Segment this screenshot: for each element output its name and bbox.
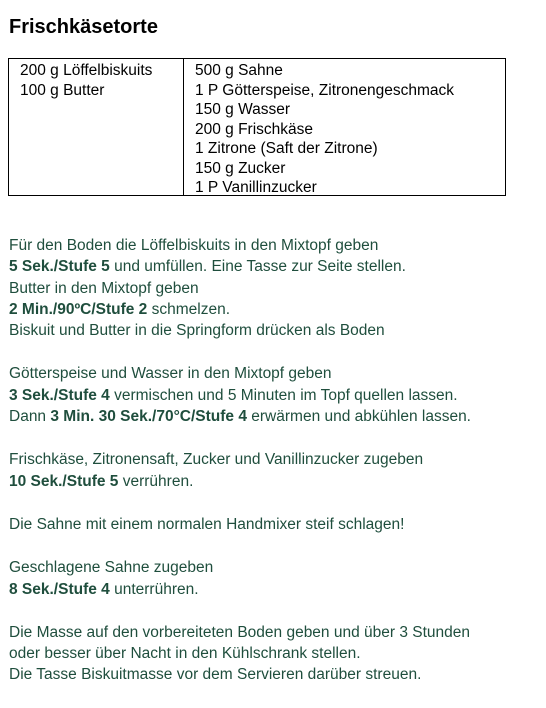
instruction-line xyxy=(9,406,539,427)
ingredient-item: 1 P Vanillinzucker xyxy=(195,179,317,196)
instruction-line xyxy=(9,471,539,492)
instruction-setting: 5 Sek./Stufe 5 xyxy=(9,258,110,276)
instruction-paragraph xyxy=(9,449,539,492)
ingredient-item: 150 g Zucker xyxy=(195,159,286,177)
recipe-title: Frischkäsetorte xyxy=(9,16,158,38)
instruction-line xyxy=(9,557,539,578)
instruction-text: Dann xyxy=(9,408,51,426)
instruction-setting: 3 Sek./Stufe 4 xyxy=(9,386,110,404)
instruction-text: und umfüllen. Eine Tasse zur Seite stellen. xyxy=(109,258,406,276)
instruction-text: vermischen und 5 Minuten im Topf quellen lassen. xyxy=(109,386,458,404)
ingredient-item: 200 g Löffelbiskuits xyxy=(20,62,153,79)
instruction-paragraph xyxy=(9,514,539,535)
ingredient-item: 1 P Götterspeise, Zitronengeschmack xyxy=(195,81,455,99)
instruction-text: Die Masse auf den vorbereiteten Boden geben und über 3 Stunden xyxy=(9,623,471,641)
instruction-line xyxy=(9,579,539,600)
instruction-paragraph xyxy=(9,235,539,341)
instruction-setting: 10 Sek./Stufe 5 xyxy=(9,472,119,490)
instruction-setting: 3 Min. 30 Sek./70°C/Stufe 4 xyxy=(50,408,247,426)
instruction-text: Götterspeise und Wasser in den Mixtopf geben xyxy=(9,365,332,383)
instruction-text: Butter in den Mixtopf geben xyxy=(9,279,199,297)
instruction-line xyxy=(9,256,539,277)
instruction-line xyxy=(9,622,539,643)
instruction-text: verrühren. xyxy=(118,472,194,490)
instruction-text: Frischkäse, Zitronensaft, Zucker und Vanillinzucker zugeben xyxy=(9,451,424,469)
ingredient-item: 500 g Sahne xyxy=(195,62,283,79)
instruction-line xyxy=(9,299,539,320)
instruction-text: Biskuit und Butter in die Springform drücken als Boden xyxy=(9,322,385,340)
instruction-text: unterrühren. xyxy=(109,580,199,598)
ingredient-item: 1 Zitrone (Saft der Zitrone) xyxy=(195,140,378,157)
instruction-text: Die Sahne mit einem normalen Handmixer steif schlagen! xyxy=(9,515,405,533)
instruction-line xyxy=(9,514,539,535)
instruction-paragraph xyxy=(9,622,539,686)
instruction-line xyxy=(9,664,539,685)
instruction-paragraph xyxy=(9,557,539,600)
instruction-line xyxy=(9,320,539,341)
instruction-text: Die Tasse Biskuitmasse vor dem Servieren darüber streuen. xyxy=(9,666,422,684)
instruction-text: Für den Boden die Löffelbiskuits in den Mixtopf geben xyxy=(9,237,379,254)
ingredient-item: 100 g Butter xyxy=(20,81,105,99)
ingredient-item: 200 g Frischkäse xyxy=(195,120,314,138)
instruction-setting: 8 Sek./Stufe 4 xyxy=(9,580,110,598)
ingredients-column-base xyxy=(9,59,184,195)
instruction-line xyxy=(9,278,539,299)
instruction-line xyxy=(9,385,539,406)
instruction-setting: 2 Min./90ºC/Stufe 2 xyxy=(9,300,148,318)
instruction-line xyxy=(9,363,539,384)
instructions xyxy=(9,235,539,708)
ingredients-column-filling xyxy=(184,59,505,195)
instruction-text: schmelzen. xyxy=(147,300,231,318)
ingredients-table xyxy=(8,58,506,196)
instruction-paragraph xyxy=(9,363,539,427)
instruction-text: oder besser über Nacht in den Kühlschrank stellen. xyxy=(9,645,361,663)
instruction-line xyxy=(9,643,539,664)
instruction-line xyxy=(9,449,539,470)
instruction-text: erwärmen und abkühlen lassen. xyxy=(246,408,471,426)
ingredient-item: 150 g Wasser xyxy=(195,101,291,118)
instruction-text: Geschlagene Sahne zugeben xyxy=(9,559,214,577)
instruction-line xyxy=(9,235,539,256)
